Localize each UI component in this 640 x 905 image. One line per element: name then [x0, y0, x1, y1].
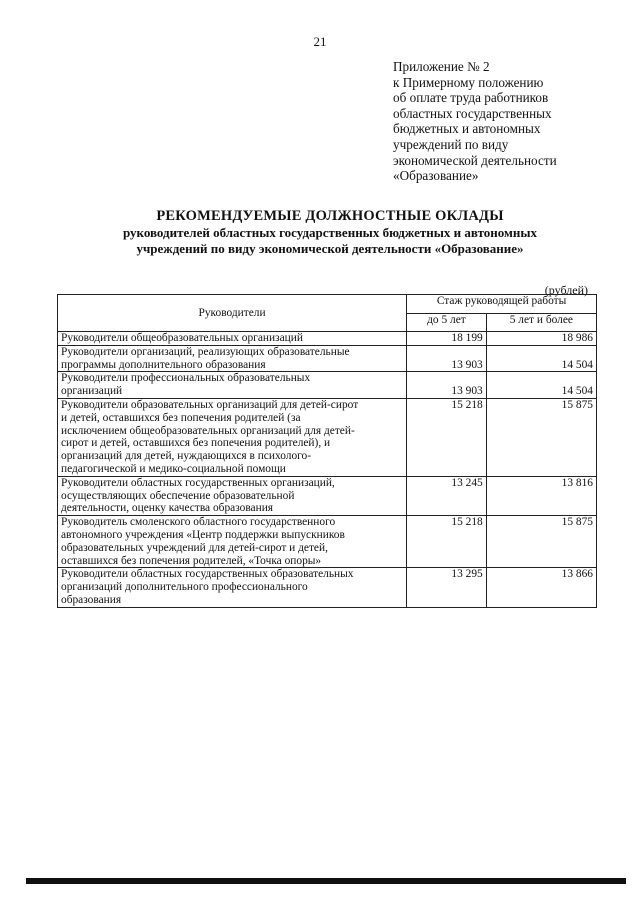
manager-category-line: деятельности, оценку качества образования: [61, 502, 274, 515]
salary-5-years-plus: 18 986: [486, 332, 596, 346]
manager-category: [58, 345, 407, 372]
header-under-5-years: до 5 лет: [407, 314, 487, 332]
manager-category-line: образования: [61, 593, 122, 606]
manager-category-line: программы дополнительного образования: [61, 358, 266, 371]
manager-category-line: Руководители общеобразовательных организаций: [61, 332, 303, 344]
appendix-line: учреждений по виду: [393, 136, 509, 152]
manager-category: [58, 476, 407, 515]
manager-category-line: организаций: [61, 385, 123, 398]
manager-category-line: осуществляющих обеспечение образовательной: [61, 489, 295, 502]
table-row: [58, 372, 597, 399]
table-row: [58, 398, 597, 476]
table-row: [58, 345, 597, 372]
salary-under-5-years: 18 199: [407, 332, 487, 346]
manager-category-line: оставшихся без попечения родителей, «Точка опоры»: [61, 554, 322, 567]
salary-under-5-years: 15 218: [407, 398, 487, 476]
appendix-line: Приложение № 2: [393, 59, 490, 74]
appendix-line: областных государственных: [393, 105, 552, 121]
salary-table: [57, 294, 597, 608]
manager-category-line: организаций для детей, нуждающихся в психолого-: [61, 450, 312, 463]
header-5-years-plus: 5 лет и более: [486, 314, 596, 332]
units-label: (рублей): [544, 283, 588, 297]
manager-category-line: Руководители организаций, реализующих образовательные: [61, 345, 350, 358]
salary-under-5-years: 13 245: [407, 476, 487, 515]
salary-5-years-plus: 13 816: [486, 476, 596, 515]
manager-category-line: автономного учреждения «Центр поддержки выпускников: [61, 528, 345, 541]
manager-category-line: педагогической и медико-социальной помощи: [61, 462, 286, 475]
salary-5-years-plus: 15 875: [486, 398, 596, 476]
manager-category-line: сирот и детей, оставшихся без попечения родителей), и: [61, 437, 331, 450]
salary-5-years-plus: 13 866: [486, 568, 596, 607]
table-row: [58, 568, 597, 607]
salary-under-5-years: 13 903: [407, 372, 487, 399]
manager-category-line: организаций дополнительного профессионального: [61, 581, 308, 594]
manager-category: [58, 332, 407, 346]
header-managers: Руководители: [58, 295, 407, 332]
salary-5-years-plus: 15 875: [486, 516, 596, 568]
table-row: [58, 332, 597, 346]
salary-under-5-years: 13 295: [407, 568, 487, 607]
manager-category-line: образовательных учреждений для детей-сирот и детей,: [61, 541, 328, 554]
manager-category: [58, 372, 407, 399]
appendix-line: экономической деятельности: [393, 152, 557, 168]
manager-category: [58, 398, 407, 476]
document-title: [40, 207, 620, 257]
appendix-line: об оплате труда работников: [393, 90, 549, 106]
title-main: РЕКОМЕНДУЕМЫЕ ДОЛЖНОСТНЫЕ ОКЛАДЫ: [156, 208, 504, 224]
manager-category-line: и детей, оставшихся без попечения родителей (за: [61, 411, 301, 424]
salary-5-years-plus: 14 504: [486, 372, 596, 399]
page-number: 21: [313, 34, 327, 49]
salary-under-5-years: 15 218: [407, 516, 487, 568]
footer-bar: [26, 878, 626, 884]
manager-category: [58, 516, 407, 568]
title-sub-line: учреждений по виду экономической деятельности «Образование»: [136, 241, 524, 256]
table-row: [58, 476, 597, 515]
salary-under-5-years: 13 903: [407, 345, 487, 372]
salary-5-years-plus: 14 504: [486, 345, 596, 372]
manager-category: [58, 568, 407, 607]
manager-category-line: Руководители образовательных организаций для детей-сирот: [61, 398, 359, 411]
manager-category-line: Руководитель смоленского областного государственного: [61, 516, 336, 529]
manager-category-line: Руководители областных государственных организаций,: [61, 476, 335, 489]
appendix-line: «Образование»: [393, 168, 479, 184]
appendix-line: к Примерному положению: [393, 74, 544, 90]
table-body: [58, 332, 597, 608]
manager-category-line: Руководители профессиональных образовательных: [61, 372, 311, 385]
appendix-line: бюджетных и автономных: [393, 121, 541, 137]
header-experience: Стаж руководящей работы: [407, 295, 597, 314]
appendix-note: [393, 59, 633, 184]
title-sub-line: руководителей областных государственных бюджетных и автономных: [122, 225, 538, 240]
manager-category-line: исключением общеобразовательных организаций для детей-: [61, 424, 355, 437]
table-row: [58, 516, 597, 568]
manager-category-line: Руководители областных государственных образовательных: [61, 568, 354, 581]
